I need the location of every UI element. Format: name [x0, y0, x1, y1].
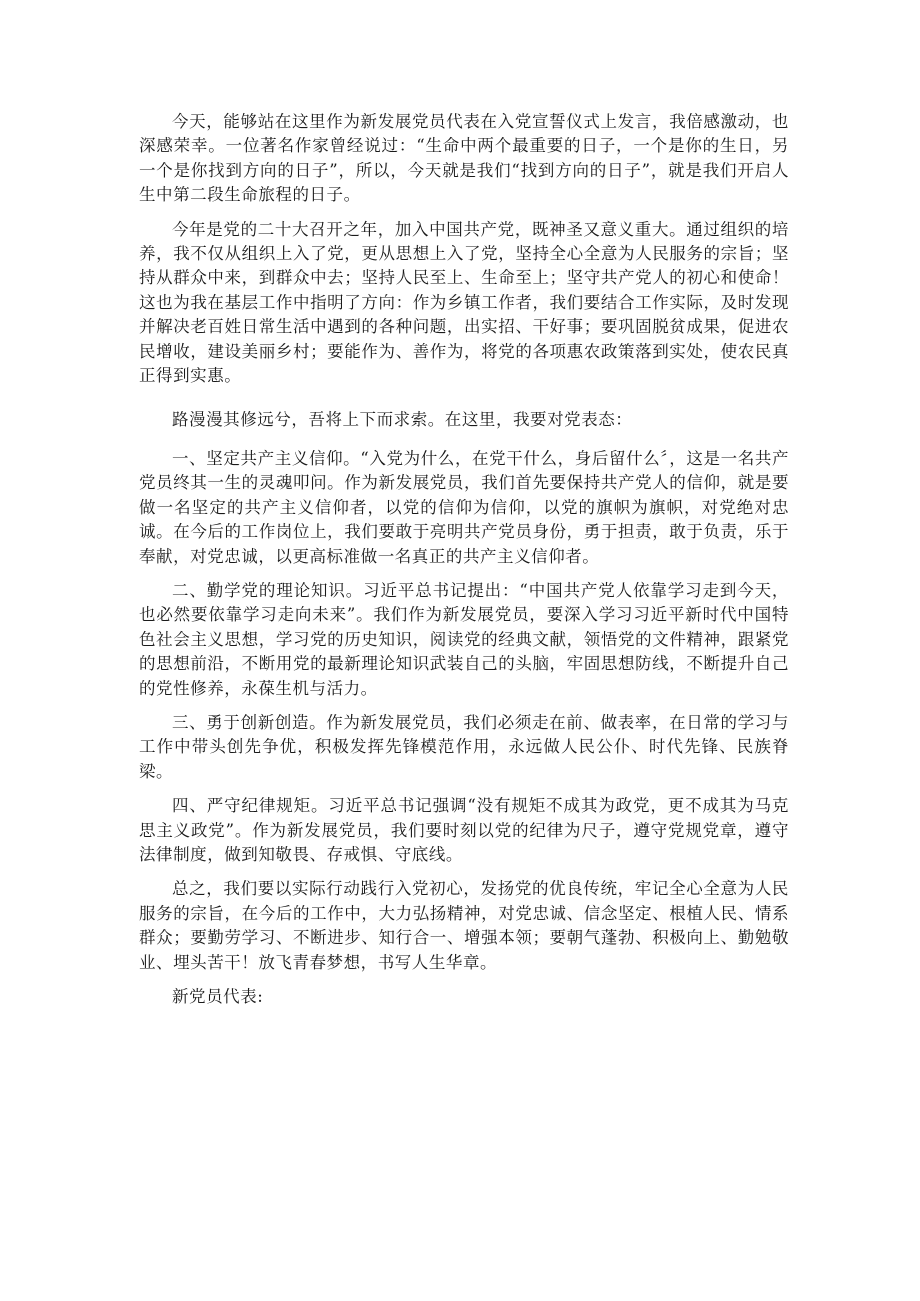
paragraph-conclusion: 总之，我们要以实际行动践行入党初心，发扬党的优良传统，牢记全心全意为人民服务的宗旨，在今后的工作中，大力弘扬精神，对党忠诚、信念坚定、根植人民、情系群众；要勤劳学习、不断进步、知行合一、增强本领；要朝气蓬勃、积极向上、勤勉敬业、埋头苦干！放飞青春梦想，书写人生华章。: [139, 879, 789, 972]
speech-body: [139, 110, 789, 1019]
paragraph-background: 今年是党的二十大召开之年，加入中国共产党，既神圣又意义重大。通过组织的培养，我不仅从组织上入了党，更从思想上入了党，坚持全心全意为人民服务的宗旨；坚持从群众中来，到群众中去；坚持人民至上、生命至上；坚守共产党人的初心和使命！这也为我在基层工作中指明了方向：作为乡镇工作者，我们要结合工作实际，及时发现并解决老百姓日常生活中遇到的各种问题，出实招、干好事；要巩固脱贫成果，促进农民增收，建设美丽乡村；要能作为、善作为，将党的各项惠农政策落到实处，使农民真正得到实惠。: [139, 219, 789, 386]
paragraph-pledge-intro: 路漫漫其修远兮，吾将上下而求索。在这里，我要对党表态：: [172, 410, 633, 430]
paragraph-point-three: 三、勇于创新创造。作为新发展党员，我们必须走在前、做表率，在日常的学习与工作中带头创先争优，积极发挥先锋模范作用，永远做人民公仆、时代先锋、民族脊梁。: [139, 712, 789, 781]
paragraph-point-four: 四、严守纪律规矩。习近平总书记强调“没有规矩不成其为政党，更不成其为马克思主义政党”。作为新发展党员，我们要时刻以党的纪律为尺子，遵守党规党章，遵守法律制度，做到知敬畏、存戒惧、守底线。: [139, 796, 789, 864]
paragraph-point-one: 一、坚定共产主义信仰。“入党为什么，在党干什么，身后留什么〞，这是一名共产党员终其一生的灵魂叩问。作为新发展党员，我们首先要保持共产党人的信仰，就是要做一名坚定的共产主义信仰者，以党的信仰为信仰，以党的旗帜为旗帜，对党绝对忠诚。在今后的工作岗位上，我们要敢于亮明共产党员身份，勇于担责，敢于负责，乐于奉献，对党忠诚，以更高标准做一名真正的共产主义信仰者。: [139, 448, 789, 566]
paragraph-signature: 新党员代表:: [172, 987, 264, 1006]
paragraph-opening: 今天，能够站在这里作为新发展党员代表在入党宣誓仪式上发言，我倍感激动，也深感荣幸。一位著名作家曾经说过：“生命中两个最重要的日子，一个是你的生日，另一个是你找到方向的日子”，所以，今天就是我们“找到方向的日子”，就是我们开启人生中第二段生命旅程的日子。: [139, 112, 789, 205]
paragraph-point-two: 二、勤学党的理论知识。习近平总书记提出：“中国共产党人依靠学习走到今天，也必然要依靠学习走向未来”。我们作为新发展党员，要深入学习习近平新时代中国特色社会主义思想，学习党的历史知识，阅读党的经典文献，领悟党的文件精神，跟紧党的思想前沿，不断用党的最新理论知识武装自己的头脑，牢固思想防线，不断提升自己的党性修养，永葆生机与活力。: [139, 580, 789, 698]
